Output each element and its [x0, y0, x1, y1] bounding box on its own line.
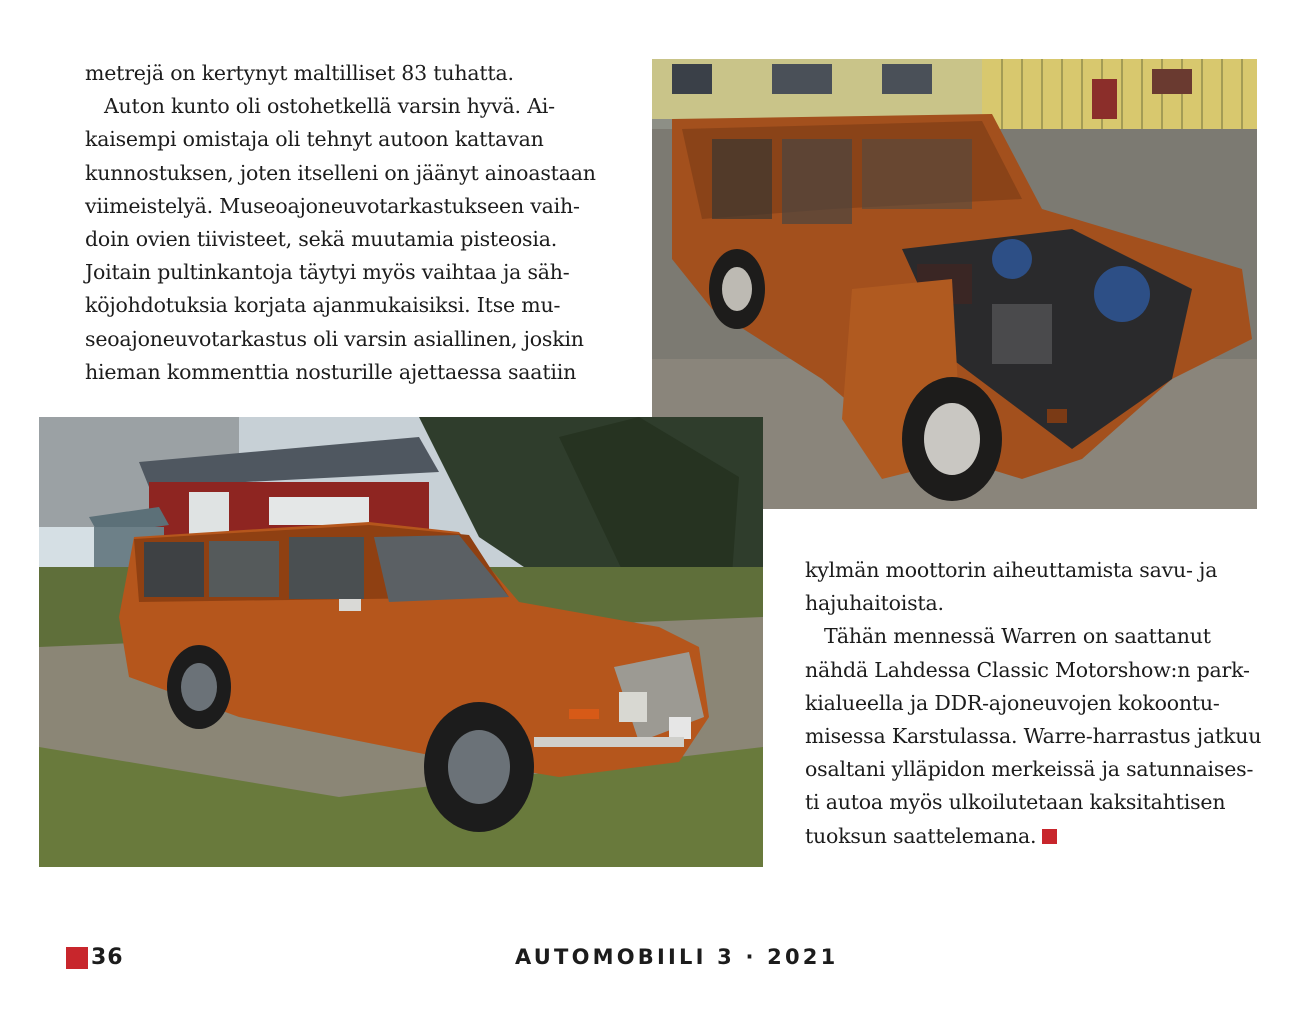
article-column-top: [85, 57, 596, 389]
text-line: Joitain pultinkantoja täytyi myös vaihtaa ja säh-: [85, 260, 570, 285]
text-line: hieman kommenttia nosturille ajettaessa saatiin: [85, 359, 577, 384]
text-line: misessa Karstulassa. Warre-harrastus jatkuu: [805, 724, 1262, 749]
text-line: osaltani ylläpidon merkeissä ja satunnaises-: [805, 757, 1254, 782]
article-end-mark: [1042, 829, 1057, 844]
text-line: kylmän moottorin aiheuttamista savu- ja: [805, 558, 1218, 582]
photo-car-finished: [39, 417, 763, 867]
text-line: kunnostuksen, joten itselleni on jäänyt ainoastaan: [85, 160, 596, 185]
text-line: metrejä on kertynyt maltilliset 83 tuhatta.: [85, 61, 514, 85]
article-column-bottom: [805, 554, 1261, 853]
text-line: doin ovien tiivisteet, sekä muutamia pisteosia.: [85, 227, 558, 252]
page-number-text: 36: [91, 945, 124, 970]
text-line-content: tuoksun saattelemana.: [805, 823, 1037, 848]
text-line: kaisempi omistaja oli tehnyt autoon kattavan: [85, 127, 544, 152]
text-line: seoajoneuvotarkastus oli varsin asiallinen, joskin: [85, 326, 584, 351]
page-number: [66, 945, 124, 970]
text-line: kialueella ja DDR-ajoneuvojen kokoontu-: [805, 690, 1220, 715]
text-line: köjohdotuksia korjata ajanmukaisiksi. Itse mu-: [85, 293, 561, 318]
text-line: viimeistelyä. Museoajoneuvotarkastukseen vaih-: [85, 193, 580, 218]
text-line: nähdä Lahdessa Classic Motorshow:n park-: [805, 657, 1250, 682]
text-line: ti autoa myös ulkoilutetaan kaksitahtisen: [805, 790, 1226, 815]
text-line: Tähän mennessä Warren on saattanut: [805, 624, 1211, 649]
magazine-footer: AUTOMOBIILI 3 · 2021: [515, 945, 839, 969]
text-line: hajuhaitoista.: [805, 591, 944, 616]
last-text-line: [805, 820, 1261, 853]
text-line: Auton kunto oli ostohetkellä varsin hyvä. Ai-: [85, 94, 555, 119]
page-marker-square: [66, 947, 88, 969]
